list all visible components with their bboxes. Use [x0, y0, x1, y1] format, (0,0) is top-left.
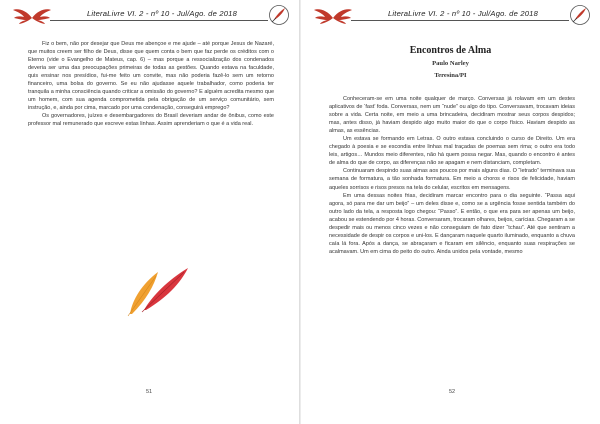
- wings-logo-icon: [12, 6, 52, 26]
- left-body-text: [28, 40, 274, 129]
- page-number: 51: [146, 389, 153, 395]
- feathers-decoration-icon: [122, 262, 192, 317]
- left-page: [0, 0, 299, 424]
- paragraph: Conheceram-se em uma noite qualquer de março. Conversas já rolavam em um destes aplicativos de ‘fast’ foda. Conversas, nem um “nude” ou algo do tipo. Conversavam, trocavam ideias sobre a vida. Certa noite, em meio a uma brincadeira, decidiram mostrar seus corpos despidos; mas, antes disso, já haviam despido algo muito maior do que o corpo físico. Haviam despido as almas, as essências.: [329, 96, 575, 135]
- header-rule: [351, 20, 569, 21]
- journal-title: LiteraLivre VI. 2 - nº 10 - Jul/Ago. de 2018: [387, 9, 539, 18]
- paragraph: Um estava se formando em Letras. O outro estava concluindo o curso de Direito. Um era chegado à poesia e se escondia entre linhas mal traçadas de poemas sem rima; o outro era todo leis, artigos… Mundos meio diferentes, não há quem possa negar. Mas, quando o encontro é antes de alma do que de corpo, as diferenças não se apagam e nem distanciam, completam.: [329, 136, 575, 167]
- article-author: Paulo Narley: [432, 60, 469, 67]
- header-rule: [50, 20, 268, 21]
- article-place: Teresina/PI: [434, 72, 467, 79]
- article-title: Encontros de Alma: [409, 45, 492, 56]
- page-number: 52: [449, 389, 456, 395]
- paragraph: Os governadores, juízes e desembargadores do Brasil deveriam andar de ônibus, como este professor mal remunerado que escreve estas linhas. Assim aprenderiam o que é a vida real.: [28, 113, 274, 128]
- right-body-text: [329, 95, 575, 256]
- right-page: [301, 0, 600, 424]
- paragraph: Continuaram despindo suas almas aos poucos por mais alguns dias. O “letrado” terminava sua semana de formatura, a tão sonhada formatura. Em meio a choros e risos de felicidade, haviam aqueles sorrisos e risos presos na tela do celular, escritos em mensagens.: [329, 168, 575, 191]
- quill-pen-icon: [569, 4, 591, 26]
- paragraph: Em uma dessas noites frias, decidiram marcar encontro para o dia seguinte. “Passa aqui agora, só para me dar um beijo” – um deles disse e, como se a urgência fosse sentida também do outro lado da tela, a resposta logo chegou: “Passo”. E então, o que era para ser apenas um beijo, acabou se estendendo por 4 horas. Conversaram, trocaram olhares, beijos, carícias. Chegaram a se despedir mais ou menos cinco vezes e não conseguiam de fato dizer “tchau”. Até que sentiram a necessidade de despir os corpos e uni-los. E dançaram naquele quarto iluminado, enquanto a chuva caía lá fora. Após a dança, se abraçaram e ficaram em silêncio, enquanto suas respirações se acalmavam. Um em cima do peito do outro. Ainda unidos pela vontade, mesmo: [329, 192, 575, 255]
- page-header: [311, 4, 591, 28]
- journal-title: LiteraLivre VI. 2 - nº 10 - Jul/Ago. de 2018: [86, 9, 238, 18]
- paragraph: Fiz o bem, não por desejar que Deus me abençoe e me ajude – até porque Jesus de Nazaré, que muitos creem ser filho de Deus, disse que quem conta o bem que faz perde os créditos com o Eterno (vide o Evangelho de Mateus, cap. 6) – mas porque a ressocialização dos condenados deveria ser uma das preocupações primeiras de todas as gestões. Quando estava na faculdade, quis ensinar nos presídios, fui-me feito um convite, mas não poderia fazê-lo sem um retorno financeiro, uma bolsa do governo. Se eu não ajudasse aquele trabalhador, como poderia ter tranquila a minha consciência quando criticar a omissão do governo? E alguém acredita mesmo que um homem, com sua agenda comprometida pela obrigação de um serviço comunitário, sem instrução, e, ainda por cima, marcado por uma condenação, conseguirá emprego?: [28, 41, 274, 112]
- page-header: [10, 4, 290, 28]
- quill-pen-icon: [268, 4, 290, 26]
- wings-logo-icon: [313, 6, 353, 26]
